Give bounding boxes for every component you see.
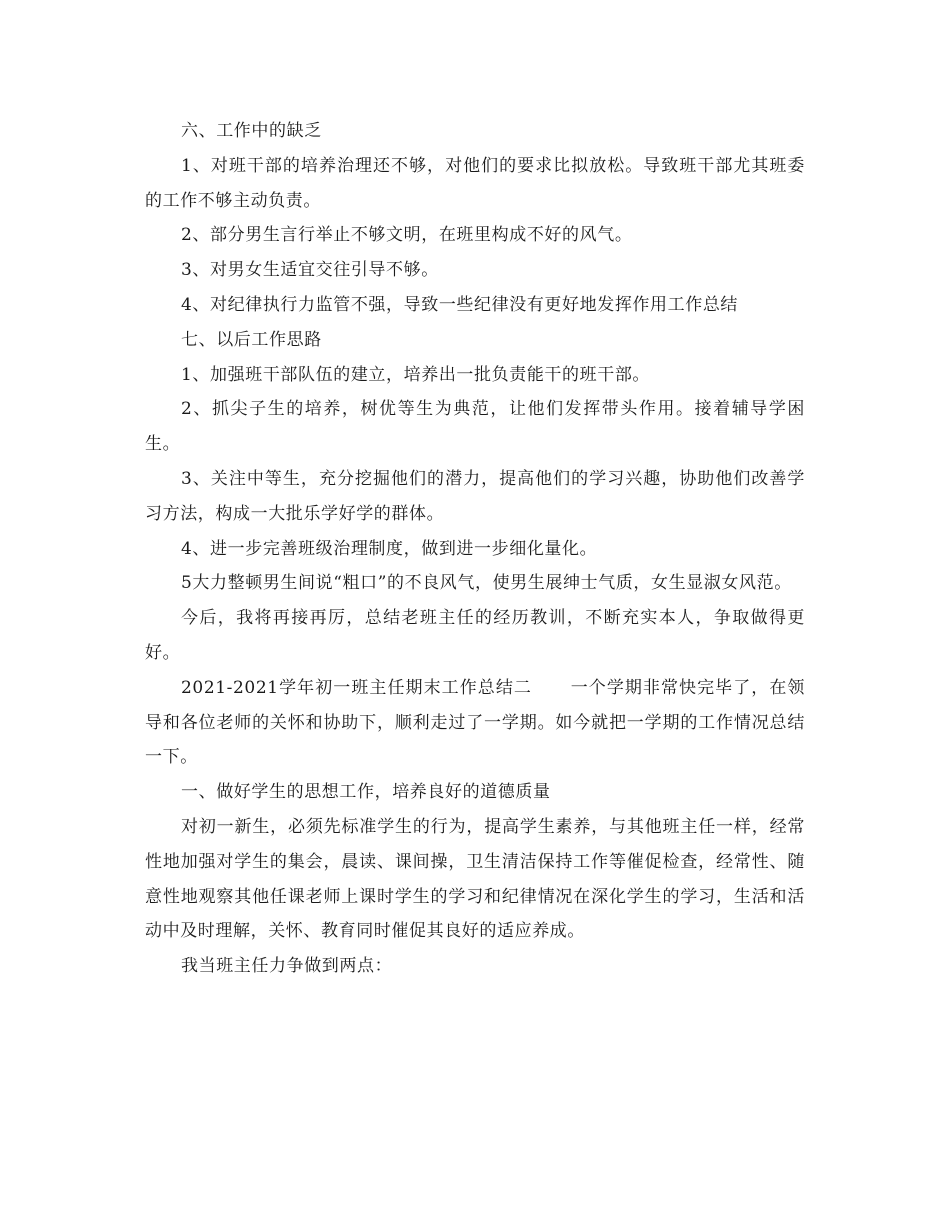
paragraph: 2021-2021学年初一班主任期末工作总结二 一个学期非常快完毕了，在领导和各位老师的关怀和协助下，顺利走过了一学期。如今就把一学期的工作情况总结一下。 [145,677,805,768]
paragraph: 3、关注中等生，充分挖掘他们的潜力，提高他们的学习兴趣，协助他们改善学习方法，构成一大批乐学好学的群体。 [145,468,805,524]
paragraph: 2、抓尖子生的培养，树优等生为典范，让他们发挥带头作用。接着辅导学困生。 [145,399,805,455]
section-heading-moral-education: 一、做好学生的思想工作，培养良好的道德质量 [181,782,551,803]
paragraph: 对初一新生，必须先标准学生的行为，提高学生素养，与其他班主任一样，经常性地加强对学生的集会，晨读、课间操，卫生清洁保持工作等催促检查，经常性、随意性地观察其他任课老师上课时学生的学习和纪律情况在深化学生的学习，生活和活动中及时理解，关怀、教育同时催促其良好的适应养成。 [145,816,805,942]
paragraph: 我当班主任力争做到两点： [181,956,393,977]
section-heading-shortcomings: 六、工作中的缺乏 [181,121,322,141]
paragraph: 3、对男女生适宜交往引导不够。 [181,260,439,281]
paragraph: 1、对班干部的培养治理还不够，对他们的要求比拟放松。导致班干部尤其班委的工作不够主动负责。 [145,155,805,211]
paragraph: 1、加强班干部队伍的建立，培养出一批负责能干的班干部。 [181,364,651,385]
document-body [145,114,805,984]
paragraph: 4、进一步完善班级治理制度，做到进一步细化量化。 [181,538,598,559]
paragraph: 今后，我将再接再厉，总结老班主任的经历教训，不断充实本人，争取做得更好。 [145,608,805,663]
paragraph: 2、部分男生言行举止不够文明，在班里构成不好的风气。 [181,225,633,246]
paragraph: 5大力整顿男生间说“粗口”的不良风气，使男生展绅士气质，女生显淑女风范。 [181,573,792,594]
paragraph: 4、对纪律执行力监管不强，导致一些纪律没有更好地发挥作用工作总结 [181,294,739,315]
section-heading-future-plans: 七、以后工作思路 [181,329,322,350]
